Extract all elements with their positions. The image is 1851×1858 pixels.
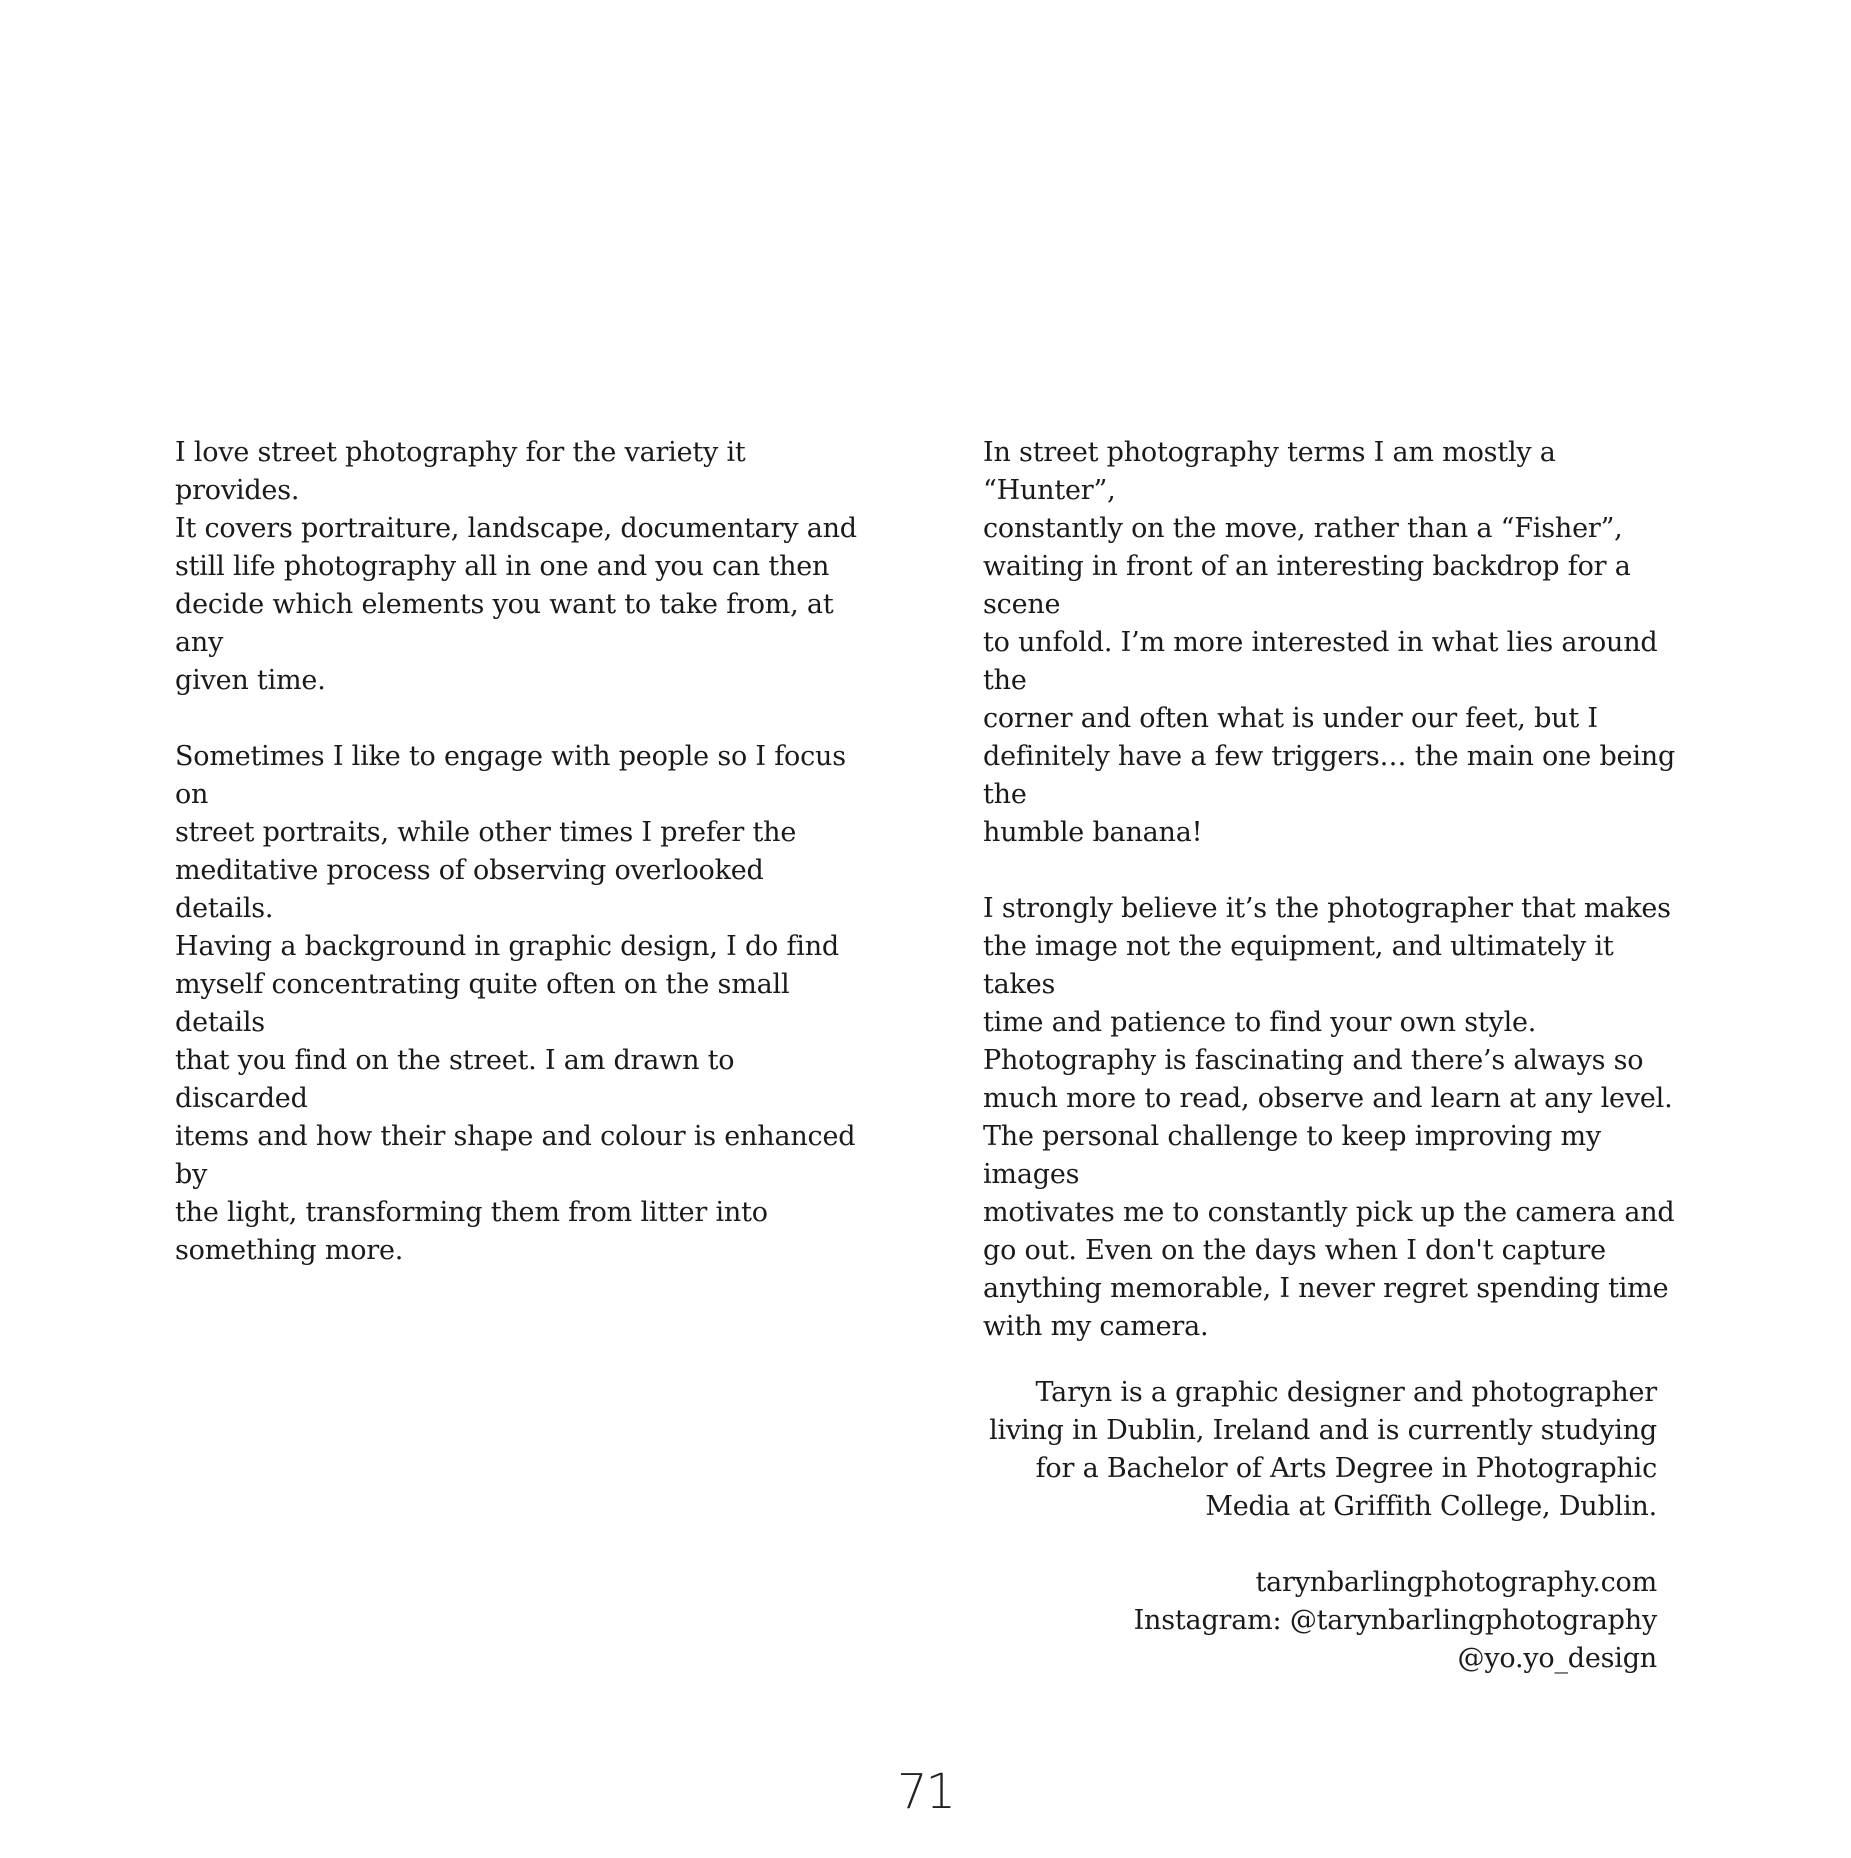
author-links xyxy=(897,1564,1657,1678)
bio-text: Taryn is a graphic designer and photographer living in Dublin, Ireland and is currently studying for a Bachelor of Arts Degree in Photographic Media at Griffith College, Dublin. xyxy=(989,1377,1657,1522)
author-bio xyxy=(897,1374,1657,1678)
left-paragraph-2: Sometimes I like to engage with people so I focus on street portraits, while other times I prefer the meditative process of observing overlooked details. Having a background in graphic design, I do find myself concentrating quite often on the small details that you find on the street. I am drawn to discarded items and how their shape and colour is enhanced by the light, transforming them from litter into something more. xyxy=(175,741,856,1266)
website-link[interactable]: tarynbarlingphotography.com xyxy=(1255,1567,1657,1598)
right-text-column xyxy=(983,434,1683,1346)
instagram-link[interactable]: Instagram: @tarynbarlingphotography xyxy=(1133,1605,1657,1636)
left-paragraph-1: I love street photography for the variety it provides. It covers portraiture, landscape, documentary and still life photography all in one and you can then decide which elements you want to take from, at any given time. xyxy=(175,437,857,696)
left-text-column xyxy=(175,434,865,1270)
page-number: 71 xyxy=(896,1764,955,1820)
secondary-handle-link[interactable]: @yo.yo_design xyxy=(1457,1643,1657,1674)
right-paragraph-2: I strongly believe it’s the photographer that makes the image not the equipment, and ultimately it takes time and patience to find your own style. Photography is fascinating and there’s always so much more to read, observe and learn at any level. The personal challenge to keep improving my images motivates me to constantly pick up the camera and go out. Even on the days when I don't capture anything memorable, I never regret spending time with my camera. xyxy=(983,893,1675,1342)
right-paragraph-1: In street photography terms I am mostly a “Hunter”, constantly on the move, rather than a “Fisher”, waiting in front of an interesting backdrop for a scene to unfold. I’m more interested in what lies around the corner and often what is under our feet, but I definitely have a few triggers… the main one being the humble banana! xyxy=(983,437,1676,848)
